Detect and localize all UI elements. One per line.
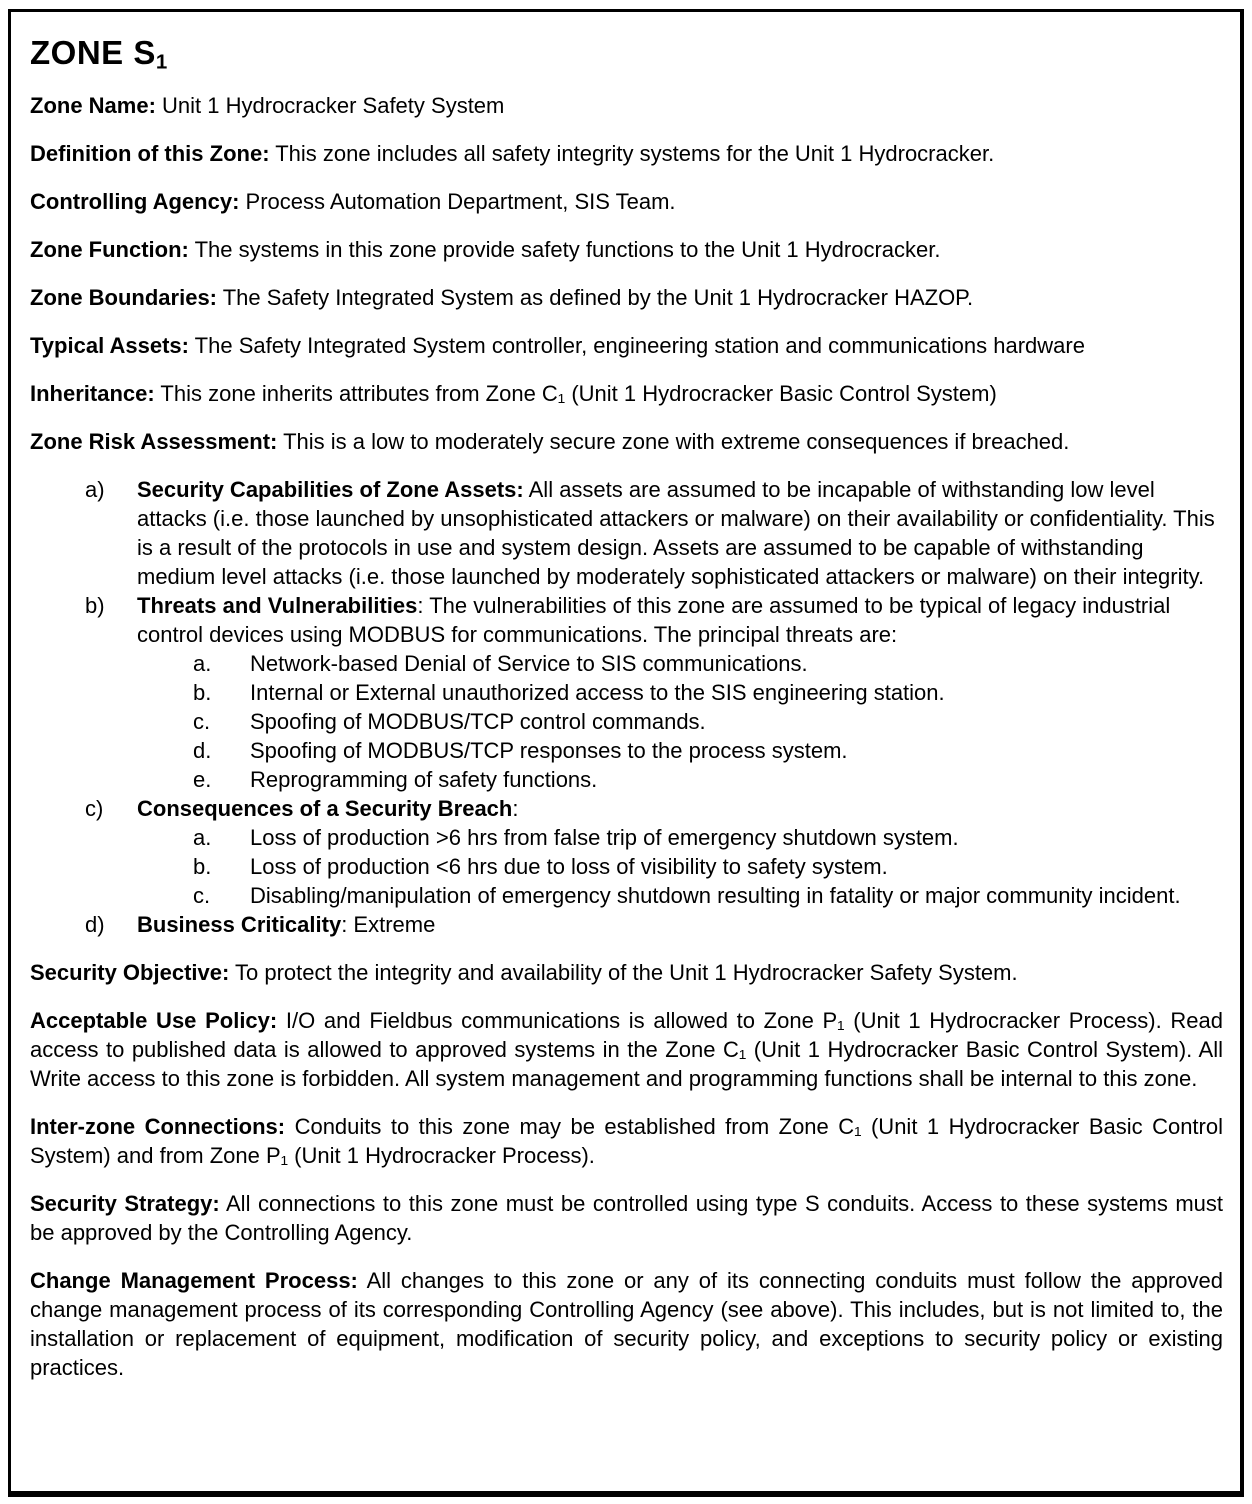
- list-item-text: : The vulnerabilities of this zone are assumed to be typical of legacy industrial control devices using MODBUS for communications. The principal threats are:: [137, 593, 1171, 647]
- field-label: Inheritance:: [30, 381, 155, 406]
- field-inheritance: [30, 379, 1223, 408]
- list-item-text: : Extreme: [341, 912, 436, 937]
- list-item-text: Disabling/manipulation of emergency shutdown resulting in fatality or major community incident.: [250, 883, 1181, 908]
- field-security-objective: [30, 958, 1223, 987]
- field-text: I/O and Fieldbus communications is allowed to Zone P₁ (Unit 1 Hydrocracker Process). Read access to published data is allowed to approved systems in the Zone C₁ (Unit 1 Hydrocracker Basic Control System). All Write access to this zone is forbidden. All system management and programming functions shall be internal to this zone.: [30, 1008, 1223, 1091]
- list-item-text: Spoofing of MODBUS/TCP control commands.: [250, 709, 706, 734]
- field-typical-assets: [30, 331, 1223, 360]
- field-label: Controlling Agency:: [30, 189, 240, 214]
- field-label: Zone Boundaries:: [30, 285, 218, 310]
- list-marker: c.: [193, 883, 211, 908]
- list-item-text: All assets are assumed to be incapable of withstanding low level attacks (i.e. those launched by unsophisticated attackers or malware) on their availability or confidentiality. This is a result of the protocols in use and system design. Assets are assumed to be capable of withstanding medium level attacks (i.e. those launched by moderately sophisticated attackers or malware) on their integrity.: [137, 477, 1215, 589]
- list-marker: a): [85, 477, 105, 502]
- field-label: Zone Function:: [30, 237, 189, 262]
- field-text: To protect the integrity and availability of the Unit 1 Hydrocracker Safety System.: [229, 960, 1018, 985]
- list-item-consequences: [85, 794, 1223, 823]
- page-title: [30, 34, 1223, 72]
- field-text: The Safety Integrated System as defined by the Unit 1 Hydrocracker HAZOP.: [217, 285, 974, 310]
- risk-assessment-list: [30, 475, 1223, 939]
- field-acceptable-use-policy: [30, 1006, 1223, 1093]
- field-zone-boundaries: [30, 283, 1223, 312]
- list-marker: c): [85, 796, 104, 821]
- field-definition: [30, 139, 1223, 168]
- field-text: All changes to this zone or any of its connecting conduits must follow the approved change management process of its corresponding Controlling Agency (see above). This includes, but is not limited to, the installation or replacement of equipment, modification of security policy, and exceptions to security policy or existing practices.: [30, 1268, 1223, 1380]
- list-item-body: [137, 794, 1223, 823]
- list-marker: e.: [193, 767, 212, 792]
- field-risk-assessment: [30, 427, 1223, 456]
- field-zone-function: [30, 235, 1223, 264]
- list-marker: c.: [193, 709, 211, 734]
- field-label: Typical Assets:: [30, 333, 189, 358]
- field-controlling-agency: [30, 187, 1223, 216]
- field-zone-name: [30, 91, 1223, 120]
- list-item-text: Loss of production <6 hrs due to loss of visibility to safety system.: [250, 854, 888, 879]
- list-item-threat-e: [193, 765, 1223, 794]
- list-marker: b.: [193, 680, 212, 705]
- field-label: Security Objective:: [30, 960, 230, 985]
- list-item-threat-a: [193, 649, 1223, 678]
- field-text: This zone includes all safety integrity systems for the Unit 1 Hydrocracker.: [269, 141, 995, 166]
- list-item-business-criticality: [85, 910, 1223, 939]
- list-item-label: Consequences of a Security Breach: [137, 796, 513, 821]
- field-security-strategy: [30, 1189, 1223, 1247]
- field-text: All connections to this zone must be controlled using type S conduits. Access to these systems must be approved by the Controlling Agency.: [30, 1191, 1224, 1245]
- list-item-label: Threats and Vulnerabilities: [137, 593, 418, 618]
- list-item-text: Spoofing of MODBUS/TCP responses to the process system.: [250, 738, 848, 763]
- list-item-label: Security Capabilities of Zone Assets:: [137, 477, 524, 502]
- list-item-body: [137, 475, 1223, 591]
- list-item-security-capabilities: [85, 475, 1223, 591]
- list-item-threat-d: [193, 736, 1223, 765]
- field-label: Zone Risk Assessment:: [30, 429, 278, 454]
- list-item-body: [137, 910, 1223, 939]
- list-item-consequence-c: [193, 881, 1223, 910]
- field-label: Change Management Process:: [30, 1268, 358, 1293]
- document-page: [8, 9, 1244, 1497]
- field-text: This is a low to moderately secure zone with extreme consequences if breached.: [277, 429, 1070, 454]
- field-text: Conduits to this zone may be established from Zone C₁ (Unit 1 Hydrocracker Basic Control System) and from Zone P₁ (Unit 1 Hydrocracker Process).: [30, 1114, 1223, 1168]
- page-title-text: ZONE S: [30, 34, 156, 71]
- list-item-threat-c: [193, 707, 1223, 736]
- field-interzone-connections: [30, 1112, 1223, 1170]
- field-label: Zone Name:: [30, 93, 156, 118]
- list-item-consequence-a: [193, 823, 1223, 852]
- list-item-text: :: [512, 796, 519, 821]
- field-text: Process Automation Department, SIS Team.: [239, 189, 676, 214]
- list-marker: b.: [193, 854, 212, 879]
- list-item-text: Loss of production >6 hrs from false trip of emergency shutdown system.: [250, 825, 959, 850]
- list-item-text: Reprogramming of safety functions.: [250, 767, 598, 792]
- page-title-subscript: 1: [155, 50, 168, 74]
- field-text: This zone inherits attributes from Zone C₁ (Unit 1 Hydrocracker Basic Control System): [154, 381, 997, 406]
- field-label: Security Strategy:: [30, 1191, 220, 1216]
- list-item-consequence-b: [193, 852, 1223, 881]
- list-marker: d.: [193, 738, 212, 763]
- list-item-text: Internal or External unauthorized access to the SIS engineering station.: [250, 680, 945, 705]
- field-label: Definition of this Zone:: [30, 141, 270, 166]
- list-item-body: [137, 591, 1223, 649]
- list-marker: a.: [193, 651, 212, 676]
- list-marker: a.: [193, 825, 212, 850]
- list-item-threat-b: [193, 678, 1223, 707]
- field-text: The systems in this zone provide safety functions to the Unit 1 Hydrocracker.: [188, 237, 941, 262]
- list-marker: b): [85, 593, 105, 618]
- list-item-threats-vulnerabilities: [85, 591, 1223, 649]
- field-text: Unit 1 Hydrocracker Safety System: [155, 93, 505, 118]
- field-label: Acceptable Use Policy:: [30, 1008, 278, 1033]
- list-item-text: Network-based Denial of Service to SIS communications.: [250, 651, 808, 676]
- field-change-management: [30, 1266, 1223, 1382]
- field-label: Inter-zone Connections:: [30, 1114, 286, 1139]
- list-marker: d): [85, 912, 105, 937]
- field-text: The Safety Integrated System controller, engineering station and communications hardware: [188, 333, 1085, 358]
- list-item-label: Business Criticality: [137, 912, 342, 937]
